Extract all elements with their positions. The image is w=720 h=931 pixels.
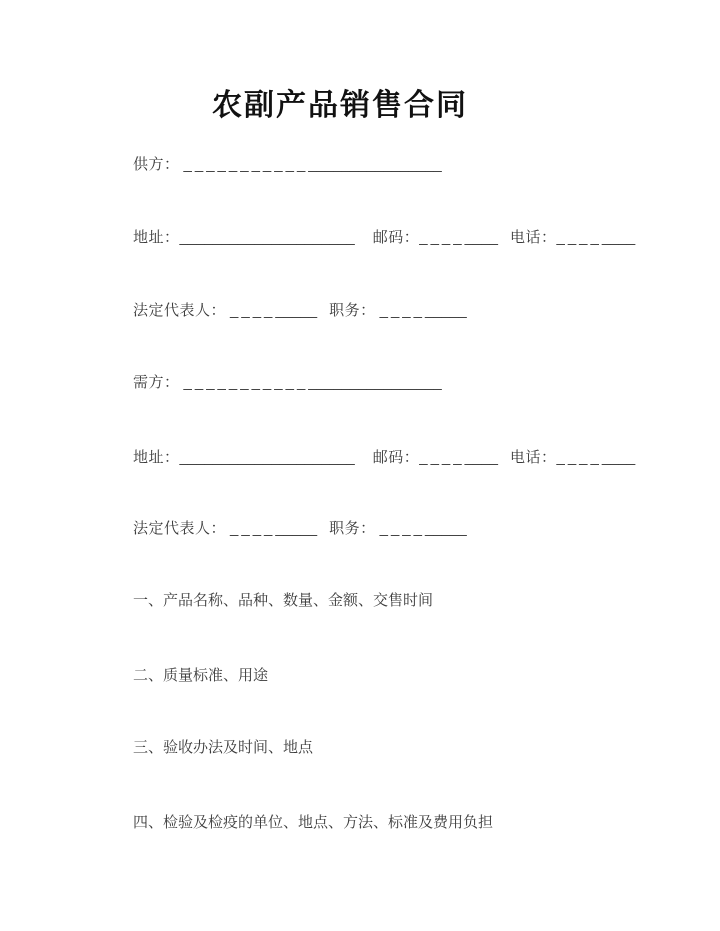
supplier-representative-label: 法定代表人：	[133, 302, 227, 319]
supplier-name-blank-solid: ________________	[308, 156, 442, 173]
buyer-representative-blank-dashed: ____	[230, 520, 276, 537]
document-title: 农副产品销售合同	[212, 89, 468, 122]
supplier-phone-blank-solid: ____	[601, 229, 636, 246]
clause-2: 二、质量标准、用途	[133, 667, 269, 684]
supplier-name-blank-dashed: ___________	[183, 156, 309, 173]
supplier-representative-blank-solid: _____	[275, 302, 318, 319]
supplier-phone-blank-dashed: ____	[556, 229, 602, 246]
buyer-phone-blank-dashed: ____	[556, 449, 602, 466]
buyer-label: 需方：	[133, 374, 180, 391]
clause-1: 一、产品名称、品种、数量、金额、交售时间	[133, 592, 434, 609]
supplier-duty-blank-dashed: ____	[379, 302, 425, 319]
buyer-representative-label: 法定代表人：	[133, 520, 227, 537]
supplier-name-line	[133, 155, 442, 175]
buyer-phone-blank-solid: ____	[601, 449, 636, 466]
buyer-name-line	[133, 373, 442, 393]
buyer-address-blank: _____________________	[179, 449, 355, 466]
buyer-address-line	[133, 448, 635, 468]
supplier-duty-label: 职务：	[329, 302, 376, 319]
buyer-duty-label: 职务：	[329, 520, 376, 537]
buyer-representative-line	[133, 519, 467, 539]
clause-3: 三、验收办法及时间、地点	[133, 739, 314, 756]
buyer-name-blank-dashed: ___________	[183, 374, 309, 391]
supplier-postal-blank-dashed: ____	[419, 229, 465, 246]
buyer-duty-blank-dashed: ____	[379, 520, 425, 537]
supplier-address-blank: _____________________	[179, 229, 355, 246]
buyer-postal-blank-solid: ____	[464, 449, 498, 466]
buyer-phone-label: 电话：	[509, 449, 557, 466]
buyer-postal-blank-dashed: ____	[419, 449, 465, 466]
supplier-duty-blank-solid: _____	[425, 302, 467, 319]
supplier-postal-blank-solid: ____	[464, 229, 498, 246]
supplier-phone-label: 电话：	[509, 229, 557, 246]
supplier-address-line	[133, 228, 635, 248]
buyer-address-label: 地址：	[133, 449, 180, 466]
buyer-representative-blank-solid: _____	[275, 520, 318, 537]
supplier-representative-line	[133, 301, 467, 321]
buyer-duty-blank-solid: _____	[425, 520, 467, 537]
buyer-name-blank-solid: ________________	[308, 374, 442, 391]
clause-4: 四、检验及检疫的单位、地点、方法、标准及费用负担	[133, 814, 494, 831]
buyer-postal-label: 邮码：	[372, 449, 420, 466]
supplier-representative-blank-dashed: ____	[230, 302, 276, 319]
supplier-label: 供方：	[133, 156, 180, 173]
supplier-postal-label: 邮码：	[372, 229, 420, 246]
supplier-address-label: 地址：	[133, 229, 180, 246]
